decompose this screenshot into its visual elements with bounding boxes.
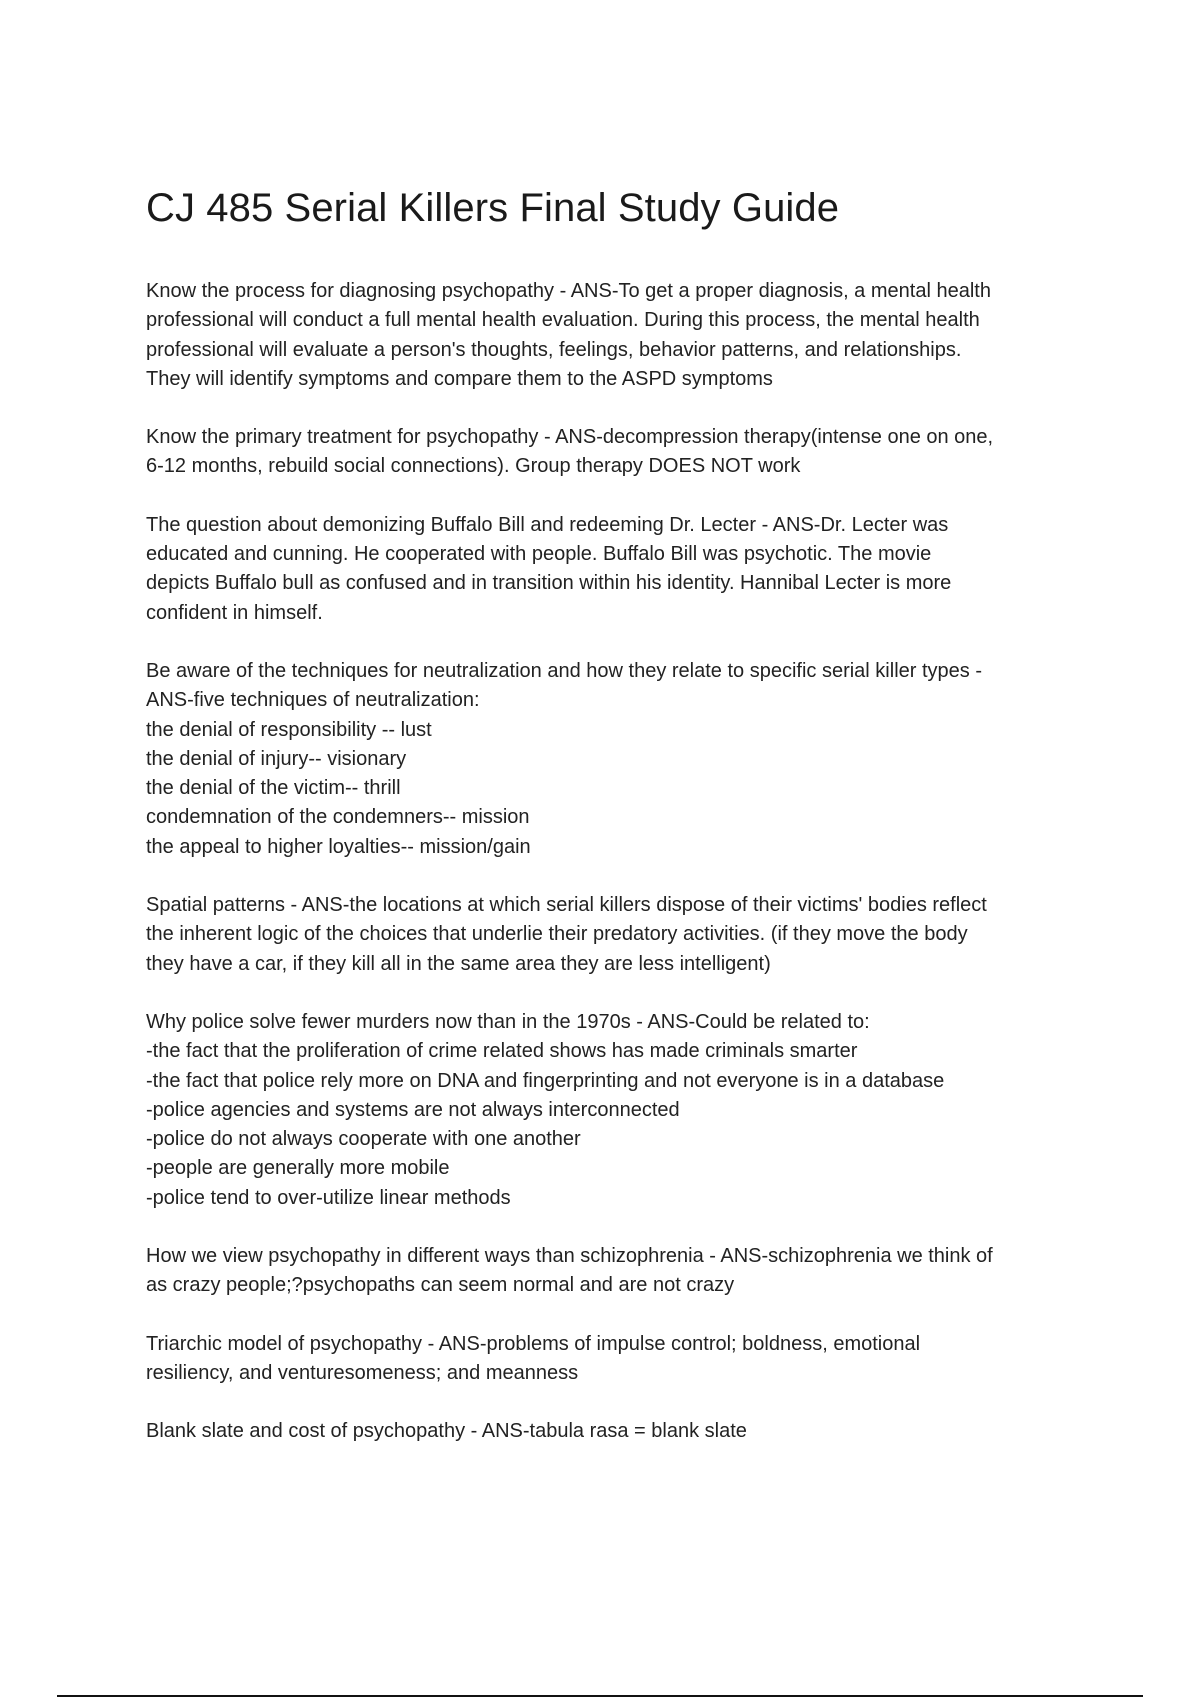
entry-text-line: the appeal to higher loyalties-- mission/gain [146,835,531,858]
entry-text-line: -the fact that the proliferation of crime related shows has made criminals smarter [146,1040,858,1063]
entry-text-line: educated and cunning. He cooperated with people. Buffalo Bill was psychotic. The movie [146,543,932,566]
entry-text-line: -police do not always cooperate with one another [146,1128,581,1151]
entry-text-line: as crazy people;?psychopaths can seem normal and are not crazy [146,1274,735,1297]
qa-entry [146,891,1096,979]
entry-text-line: They will identify symptoms and compare them to the ASPD symptoms [146,367,773,390]
entry-text-line: the denial of responsibility -- lust [146,718,432,741]
qa-entry [146,657,1096,862]
qa-entry [146,1330,1096,1389]
document-title: CJ 485 Serial Killers Final Study Guide [146,186,840,230]
entry-text-line: condemnation of the condemners-- mission [146,806,530,829]
entry-text-line: -the fact that police rely more on DNA and fingerprinting and not everyone is in a database [146,1069,945,1092]
entry-text-line: Spatial patterns - ANS-the locations at which serial killers dispose of their victims' bodies reflect [146,894,987,917]
entry-text-line: ANS-five techniques of neutralization: [146,689,480,712]
qa-entry [146,277,1096,394]
entry-text-line: -police agencies and systems are not always interconnected [146,1098,680,1121]
entry-text-line: The question about demonizing Buffalo Bill and redeeming Dr. Lecter - ANS-Dr. Lecter was [146,513,949,536]
entry-text-line: the denial of injury-- visionary [146,747,407,770]
qa-entry [146,1417,1096,1446]
entry-text-line: Know the primary treatment for psychopathy - ANS-decompression therapy(intense one on one, [146,426,994,449]
entry-text-line: resiliency, and venturesomeness; and meanness [146,1361,579,1384]
qa-entry [146,1242,1096,1301]
qa-entry [146,423,1096,482]
entry-text-line: Why police solve fewer murders now than in the 1970s - ANS-Could be related to: [146,1010,870,1033]
qa-entry [146,511,1096,628]
entry-text-line: professional will conduct a full mental health evaluation. During this process, the mental health [146,309,980,332]
study-guide-content [146,277,1096,1476]
footer-divider [57,1695,1143,1697]
entry-text-line: the denial of the victim-- thrill [146,777,401,800]
entry-text-line: depicts Buffalo bull as confused and in transition within his identity. Hannibal Lecter is more [146,572,952,595]
entry-text-line: the inherent logic of the choices that underlie their predatory activities. (if they move the body [146,923,968,946]
entry-text-line: How we view psychopathy in different ways than schizophrenia - ANS-schizophrenia we think of [146,1245,993,1268]
entry-text-line: -police tend to over-utilize linear methods [146,1186,511,1209]
entry-text-line: -people are generally more mobile [146,1157,450,1180]
entry-text-line: Triarchic model of psychopathy - ANS-problems of impulse control; boldness, emotional [146,1332,921,1355]
entry-text-line: they have a car, if they kill all in the same area they are less intelligent) [146,952,771,975]
entry-text-line: Know the process for diagnosing psychopathy - ANS-To get a proper diagnosis, a mental health [146,280,991,302]
entry-text-line: Be aware of the techniques for neutralization and how they relate to specific serial killer types - [146,659,982,682]
entry-text-line: confident in himself. [146,601,323,624]
entry-text-line: Blank slate and cost of psychopathy - ANS-tabula rasa = blank slate [146,1420,747,1443]
entry-text-line: 6-12 months, rebuild social connections). Group therapy DOES NOT work [146,455,801,478]
qa-entry [146,1008,1096,1213]
entry-text-line: professional will evaluate a person's thoughts, feelings, behavior patterns, and relationships. [146,338,962,361]
